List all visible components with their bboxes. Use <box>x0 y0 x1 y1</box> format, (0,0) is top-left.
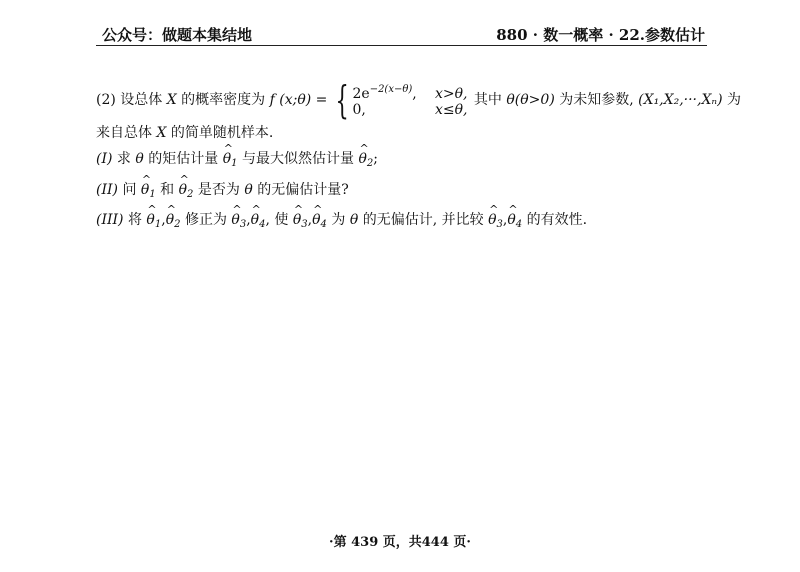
theta-hat-2: ^ $\theta_2$ <box>166 211 181 232</box>
text-segment: 将 <box>127 212 142 228</box>
text-segment: 为 <box>331 212 346 228</box>
theta-condition: θ(θ>0) <box>506 92 555 108</box>
text-segment: 的无偏估计, 并比较 <box>362 212 484 228</box>
case1-exponent: −2(x−θ) <box>369 84 413 95</box>
left-brace: { <box>335 78 349 122</box>
text-segment: 来自总体 <box>96 125 152 141</box>
text-segment: 的简单随机样本. <box>170 125 274 141</box>
question-1 <box>96 150 378 171</box>
text-segment: 是否为 <box>197 182 240 198</box>
theta-hat-3: ^ $\theta_3$ <box>293 211 308 232</box>
page-header <box>96 22 707 46</box>
var-theta: θ <box>349 212 359 228</box>
var-X: X <box>166 92 177 108</box>
page-footer: ·第 439 页，共444 页· <box>329 535 471 550</box>
theta-hat-4: ^ $\theta_4$ <box>507 211 522 232</box>
text-segment: (2) 设总体 <box>96 92 163 108</box>
case-row-1 <box>352 80 467 100</box>
text-segment: 修正为 <box>184 212 227 228</box>
question-label: (I) <box>96 151 113 167</box>
text-segment: 其中 <box>473 92 502 108</box>
theta-hat-3: ^ $\theta_3$ <box>488 211 503 232</box>
var-theta: θ <box>244 182 253 198</box>
theta-hat-4: ^ $\theta_4$ <box>312 211 327 232</box>
question-label: (III) <box>96 212 124 228</box>
theta-hat-3: ^ $\theta_3$ <box>231 211 246 232</box>
text-segment: 的概率密度为 <box>181 92 266 108</box>
piecewise-definition <box>334 80 468 120</box>
theta-hat-2: ^ $\theta_2$ <box>179 181 194 202</box>
text-segment: 求 <box>116 151 131 167</box>
theta-hat-1: ^ $\theta_1$ <box>141 181 156 202</box>
case-row-2 <box>352 100 467 120</box>
text-segment: 为 <box>727 92 742 108</box>
case2-condition: x≤θ, <box>434 102 468 118</box>
header-source: 公众号：做题本集结地 <box>102 26 253 44</box>
density-function: f (x;θ) = <box>269 92 328 108</box>
case2-value: 0, <box>352 102 366 118</box>
theta-hat-1: ^ $\theta_1$ <box>223 150 238 171</box>
text-segment: 的无偏估计量? <box>257 182 349 198</box>
header-chapter: 880 · 数一概率 · 22.参数估计 <box>496 26 705 44</box>
text-segment: 为未知参数, <box>559 92 634 108</box>
text-segment: 与最大似然估计量 <box>241 151 354 167</box>
text-segment: ; <box>373 151 378 167</box>
case1-condition: x>θ, <box>434 86 468 102</box>
text-segment: 问 <box>122 182 137 198</box>
var-X: X <box>156 125 167 141</box>
header-rule <box>96 45 707 46</box>
text-segment: 的矩估计量 <box>148 151 219 167</box>
problem-statement-line-2 <box>96 124 273 144</box>
case1-sep: , <box>412 86 417 102</box>
problem-statement-line-1 <box>96 80 741 120</box>
question-label: (II) <box>96 182 118 198</box>
var-theta: θ <box>135 151 144 167</box>
question-3: (III) 将 ^ $\theta_1,\^{}$ $\theta_2$ 修正为 ^ $\theta_3,\^{}$ $\theta_4$, 使 ^ $\theta_3,\^{}$ $\theta_4$ 为 θ 的无偏估计, 并比较 ^ $\theta_3,\^{}$ $\theta_4$ 的有效性. <box>96 211 587 232</box>
theta-hat-4: ^ $\theta_4$ <box>251 211 266 232</box>
sample-vector: (X₁,X₂,···,Xₙ) <box>638 92 723 108</box>
case1-value: 2e <box>352 86 370 102</box>
question-2 <box>96 181 349 202</box>
theta-hat-2: ^ $\theta_2$ <box>358 150 373 171</box>
text-segment: 和 <box>160 182 175 198</box>
text-segment: , 使 <box>265 212 289 228</box>
text-segment: 的有效性. <box>526 212 588 228</box>
theta-hat-1: ^ $\theta_1$ <box>146 211 161 232</box>
